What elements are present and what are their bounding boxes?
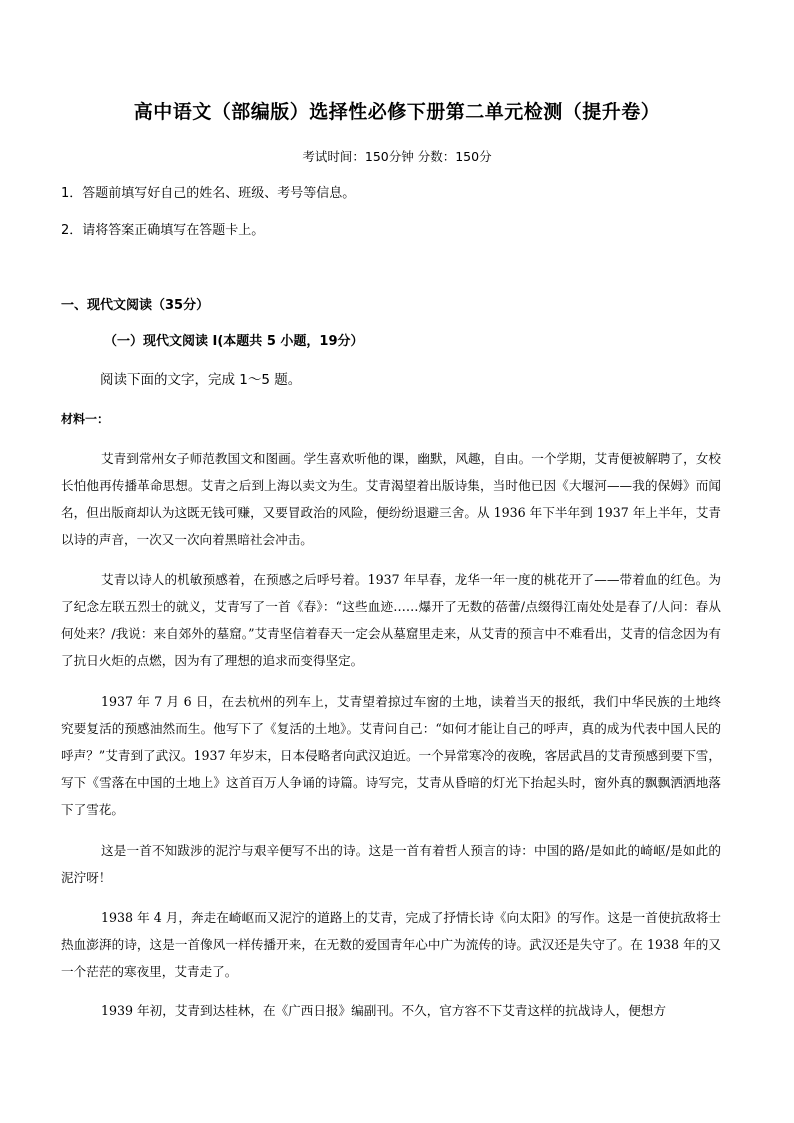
material-label: 材料一： xyxy=(61,412,110,426)
reading-instruction: 阅读下面的文字，完成 1～5 题。 xyxy=(100,372,302,388)
instruction-note-1: 1．答题前填写好自己的姓名、班级、考号等信息。 xyxy=(61,186,356,201)
instruction-note-2: 2．请将答案正确填写在答题卡上。 xyxy=(61,223,265,238)
subsection-heading: （一）现代文阅读 I(本题共 5 小题，19分） xyxy=(104,334,364,349)
paragraph-2: 艾青以诗人的机敏预感着，在预感之后呼号着。1937 年早春，龙华一年一度的桃花开了——带着血的红色。为了纪念左联五烈士的就义，艾青写了一首《春》：“这些血迹……爆开了无数的蓓蕾/点缀得江南处处是春了/人问：春从何处来？/我说：来自郊外的墓窟。”艾青坚信着春天一定会从墓窟里走来，从艾青的预言中不难看出，艾青的信念因为有了抗日火炬的点燃，因为有了理想的追求而变得坚定。 xyxy=(61,572,721,668)
paragraph-6: 1939 年初，艾青到达桂林，在《广西日报》编副刊。不久，官方容不下艾青这样的抗战诗人，便想方 xyxy=(101,1003,666,1018)
paragraph-5: 1938 年 4 月，奔走在崎岖而又泥泞的道路上的艾青，完成了抒情长诗《向太阳》的写作。这是一首使抗敌将士热血澎湃的诗，这是一首像风一样传播开来，在无数的爱国青年心中广为流传的诗。武汉还是失守了。在 1938 年的又一个茫茫的寒夜里，艾青走了。 xyxy=(61,910,721,979)
page-title: 高中语文（部编版）选择性必修下册第二单元检测（提升卷） xyxy=(133,101,661,123)
paragraph-4: 这是一首不知跋涉的泥泞与艰辛便写不出的诗。这是一首有着哲人预言的诗：中国的路/是如此的崎岖/是如此的泥泞呀！ xyxy=(61,843,721,885)
exam-info: 考试时间：150分钟 分数：150分 xyxy=(302,149,492,164)
paragraph-1: 艾青到常州女子师范教国文和图画。学生喜欢听他的课，幽默，风趣，自由。一个学期，艾青便被解聘了，女校长怕他再传播革命思想。艾青之后到上海以卖文为生。艾青渴望着出版诗集，当时他已因《大堰河——我的保姆》而闻名，但出版商却认为这既无钱可赚，又要冒政治的风险，便纷纷退避三舍。从 1936 年下半年到 1937 年上半年，艾青以诗的声音，一次又一次向着黑暗社会冲击。 xyxy=(61,451,721,547)
paragraph-3: 1937 年 7 月 6 日，在去杭州的列车上，艾青望着掠过车窗的土地，读着当天的报纸，我们中华民族的土地终究要复活的预感油然而生。他写下了《复活的土地》。艾青问自己：“如何才能让自己的呼声，真的成为代表中国人民的呼声？”艾青到了武汉。1937 年岁末，日本侵略者向武汉迫近。一个异常寒冷的夜晚，客居武昌的艾青预感到要下雪，写下《雪落在中国的土地上》这首百万人争诵的诗篇。诗写完，艾青从昏暗的灯光下抬起头时，窗外真的飘飘洒洒地落下了雪花。 xyxy=(61,694,721,817)
section-heading: 一、现代文阅读（35分） xyxy=(61,298,210,313)
